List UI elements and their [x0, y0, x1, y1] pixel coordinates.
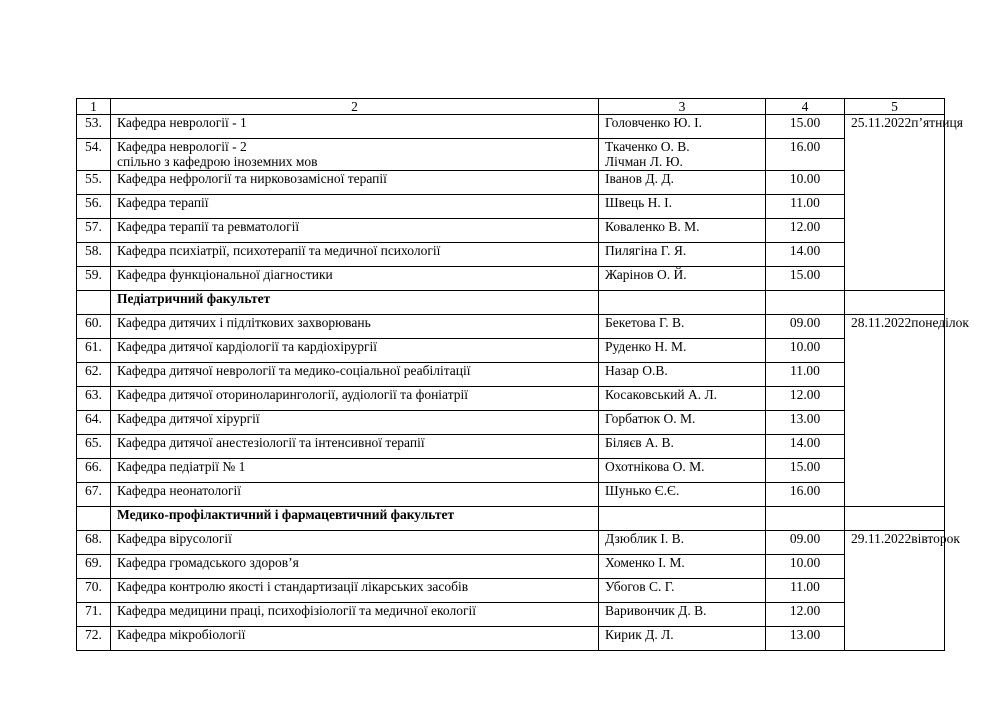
- row-number: 71.: [77, 603, 111, 627]
- date-cell: [845, 115, 963, 291]
- department-name: [111, 387, 599, 411]
- responsible-person: [599, 339, 766, 363]
- row-number: 68.: [77, 531, 111, 555]
- department-name: [111, 195, 599, 219]
- responsible-person-line: Кирик Д. Л.: [605, 627, 674, 642]
- department-name-line: Кафедра дитячої анестезіології та інтенсивної терапії: [117, 435, 425, 450]
- table-row: [77, 603, 945, 627]
- responsible-person-line: Жарінов О. Й.: [605, 267, 687, 282]
- department-name-line: Кафедра неврології - 2: [117, 139, 247, 154]
- time-cell: 09.00: [766, 531, 845, 555]
- time-cell: 13.00: [766, 411, 845, 435]
- column-header: 2: [111, 99, 599, 115]
- department-name-line: Кафедра медицини праці, психофізіології та медичної екології: [117, 603, 476, 618]
- department-name-line: Кафедра педіатрії № 1: [117, 459, 246, 474]
- responsible-person: [599, 555, 766, 579]
- responsible-person: [599, 459, 766, 483]
- department-name-line: Кафедра психіатрії, психотерапії та медичної психології: [117, 243, 441, 258]
- row-number: 69.: [77, 555, 111, 579]
- department-name: [111, 603, 599, 627]
- table-row: [77, 363, 945, 387]
- time-cell: 10.00: [766, 171, 845, 195]
- responsible-person: [599, 579, 766, 603]
- table-row: [77, 387, 945, 411]
- responsible-person-line: Горбатюк О. М.: [605, 411, 696, 426]
- responsible-person: [599, 363, 766, 387]
- row-number: 59.: [77, 267, 111, 291]
- responsible-person-line: Охотнікова О. М.: [605, 459, 705, 474]
- table-row: [77, 339, 945, 363]
- responsible-person-line: Ткаченко О. В.: [605, 139, 690, 154]
- date-cell: [845, 531, 960, 651]
- responsible-person-line: Руденко Н. М.: [605, 339, 687, 354]
- department-name: [111, 219, 599, 243]
- responsible-person: [599, 139, 766, 171]
- column-header: 1: [77, 99, 111, 115]
- responsible-person-line: Варивончик Д. В.: [605, 603, 707, 618]
- department-name: [111, 171, 599, 195]
- time-cell: 10.00: [766, 339, 845, 363]
- responsible-person-line: Головченко Ю. І.: [605, 115, 703, 130]
- table-row: [77, 315, 945, 339]
- department-name-line: Кафедра неврології - 1: [117, 115, 247, 130]
- date-cell: [845, 315, 969, 507]
- responsible-person-line: Бекетова Г. В.: [605, 315, 685, 330]
- department-name: [111, 243, 599, 267]
- department-name: [111, 459, 599, 483]
- department-name-line: Кафедра функціональної діагностики: [117, 267, 333, 282]
- responsible-person-line: Лічман Л. Ю.: [605, 154, 683, 169]
- responsible-person: [599, 507, 766, 531]
- department-name: [111, 363, 599, 387]
- time-cell: 16.00: [766, 139, 845, 171]
- date-text: 25.11.2022: [851, 115, 912, 130]
- weekday-text: понеділок: [911, 315, 969, 330]
- row-number: 53.: [77, 115, 111, 139]
- responsible-person-line: Біляєв А. В.: [605, 435, 674, 450]
- column-header: 5: [845, 99, 945, 115]
- faculty-title: Медико-профілактичний і фармацевтичний факультет: [111, 507, 599, 531]
- column-header: 3: [599, 99, 766, 115]
- date-cell: [845, 291, 945, 315]
- department-name: [111, 315, 599, 339]
- row-number: 60.: [77, 315, 111, 339]
- row-number: 62.: [77, 363, 111, 387]
- responsible-person: [599, 603, 766, 627]
- department-name: [111, 115, 599, 139]
- responsible-person: [599, 531, 766, 555]
- row-number: 57.: [77, 219, 111, 243]
- department-name-line: Кафедра дитячої неврології та медико-соціальної реабілітації: [117, 363, 471, 378]
- department-name: [111, 531, 599, 555]
- row-number: 54.: [77, 139, 111, 171]
- faculty-title: Педіатричний факультет: [111, 291, 599, 315]
- table-row: [77, 435, 945, 459]
- department-name: [111, 483, 599, 507]
- department-name: [111, 339, 599, 363]
- responsible-person-line: Назар О.В.: [605, 363, 668, 378]
- responsible-person: [599, 627, 766, 651]
- table-row: [77, 195, 945, 219]
- time-cell: 13.00: [766, 627, 845, 651]
- time-cell: 12.00: [766, 603, 845, 627]
- responsible-person-line: Косаковський А. Л.: [605, 387, 718, 402]
- department-name-line: Кафедра мікробіології: [117, 627, 246, 642]
- department-name-line: Кафедра неонатології: [117, 483, 242, 498]
- department-name-line: Кафедра вірусології: [117, 531, 232, 546]
- table-row: [77, 243, 945, 267]
- table-row: [77, 459, 945, 483]
- responsible-person-line: Хоменко І. М.: [605, 555, 685, 570]
- time-cell: 16.00: [766, 483, 845, 507]
- table-row: [77, 579, 945, 603]
- date-text: 28.11.2022: [851, 315, 912, 330]
- department-name: [111, 267, 599, 291]
- column-header: 4: [766, 99, 845, 115]
- faculty-section-row: [77, 507, 945, 531]
- table-row: [77, 627, 945, 651]
- time-cell: 10.00: [766, 555, 845, 579]
- time-cell: 12.00: [766, 387, 845, 411]
- row-number: 72.: [77, 627, 111, 651]
- row-number: 56.: [77, 195, 111, 219]
- table-row: [77, 267, 945, 291]
- weekday-text: п’ятниця: [911, 115, 963, 130]
- time-cell: 09.00: [766, 315, 845, 339]
- time-cell: 15.00: [766, 115, 845, 139]
- responsible-person: [599, 435, 766, 459]
- time-cell: 14.00: [766, 435, 845, 459]
- weekday-text: вівторок: [911, 531, 960, 546]
- department-name: [111, 555, 599, 579]
- department-name-line: Кафедра дитячих і підліткових захворювань: [117, 315, 371, 330]
- responsible-person-line: Убогов С. Г.: [605, 579, 675, 594]
- row-number: [77, 291, 111, 315]
- responsible-person-line: Іванов Д. Д.: [605, 171, 674, 186]
- department-name-line: Кафедра терапії: [117, 195, 209, 210]
- time-cell: 14.00: [766, 243, 845, 267]
- responsible-person-line: Швець Н. І.: [605, 195, 673, 210]
- responsible-person-line: Шунько Є.Є.: [605, 483, 680, 498]
- responsible-person: [599, 387, 766, 411]
- department-name: [111, 411, 599, 435]
- responsible-person: [599, 483, 766, 507]
- faculty-section-row: [77, 291, 945, 315]
- responsible-person: [599, 171, 766, 195]
- department-name-line: Кафедра терапії та ревматології: [117, 219, 300, 234]
- responsible-person: [599, 195, 766, 219]
- row-number: 70.: [77, 579, 111, 603]
- time-cell: 15.00: [766, 459, 845, 483]
- table-row: [77, 219, 945, 243]
- responsible-person-line: Дзюблик І. В.: [605, 531, 685, 546]
- responsible-person-line: Коваленко В. М.: [605, 219, 700, 234]
- table-row: [77, 411, 945, 435]
- schedule-table: [76, 98, 969, 651]
- time-cell: 11.00: [766, 363, 845, 387]
- time-cell: 15.00: [766, 267, 845, 291]
- time-cell: 11.00: [766, 579, 845, 603]
- department-name-line: Кафедра дитячої хірургії: [117, 411, 260, 426]
- time-cell: 12.00: [766, 219, 845, 243]
- department-name-line: спільно з кафедрою іноземних мов: [117, 154, 318, 169]
- time-cell: [766, 291, 845, 315]
- time-cell: [766, 507, 845, 531]
- column-number-header-row: [77, 99, 945, 115]
- department-name-line: Кафедра контролю якості і стандартизації лікарських засобів: [117, 579, 469, 594]
- table-row: [77, 171, 945, 195]
- table-row: [77, 483, 945, 507]
- responsible-person: [599, 267, 766, 291]
- department-name: [111, 139, 599, 171]
- row-number: 66.: [77, 459, 111, 483]
- responsible-person: [599, 411, 766, 435]
- row-number: 55.: [77, 171, 111, 195]
- responsible-person: [599, 219, 766, 243]
- department-name: [111, 579, 599, 603]
- table-row: [77, 531, 945, 555]
- department-name: [111, 435, 599, 459]
- row-number: 64.: [77, 411, 111, 435]
- date-cell: [845, 507, 945, 531]
- department-name: [111, 627, 599, 651]
- responsible-person: [599, 291, 766, 315]
- responsible-person-line: Пилягіна Г. Я.: [605, 243, 687, 258]
- row-number: 63.: [77, 387, 111, 411]
- responsible-person: [599, 115, 766, 139]
- table-row: [77, 555, 945, 579]
- department-name-line: Кафедра дитячої оториноларингології, аудіології та фоніатрії: [117, 387, 469, 402]
- responsible-person: [599, 243, 766, 267]
- row-number: 58.: [77, 243, 111, 267]
- responsible-person: [599, 315, 766, 339]
- row-number: 65.: [77, 435, 111, 459]
- table-row: [77, 139, 945, 171]
- row-number: 67.: [77, 483, 111, 507]
- row-number: 61.: [77, 339, 111, 363]
- department-name-line: Кафедра громадського здоров’я: [117, 555, 299, 570]
- date-text: 29.11.2022: [851, 531, 912, 546]
- table-row: [77, 115, 945, 139]
- time-cell: 11.00: [766, 195, 845, 219]
- department-name-line: Кафедра дитячої кардіології та кардіохірургії: [117, 339, 378, 354]
- row-number: [77, 507, 111, 531]
- department-name-line: Кафедра нефрології та нирковозамісної терапії: [117, 171, 387, 186]
